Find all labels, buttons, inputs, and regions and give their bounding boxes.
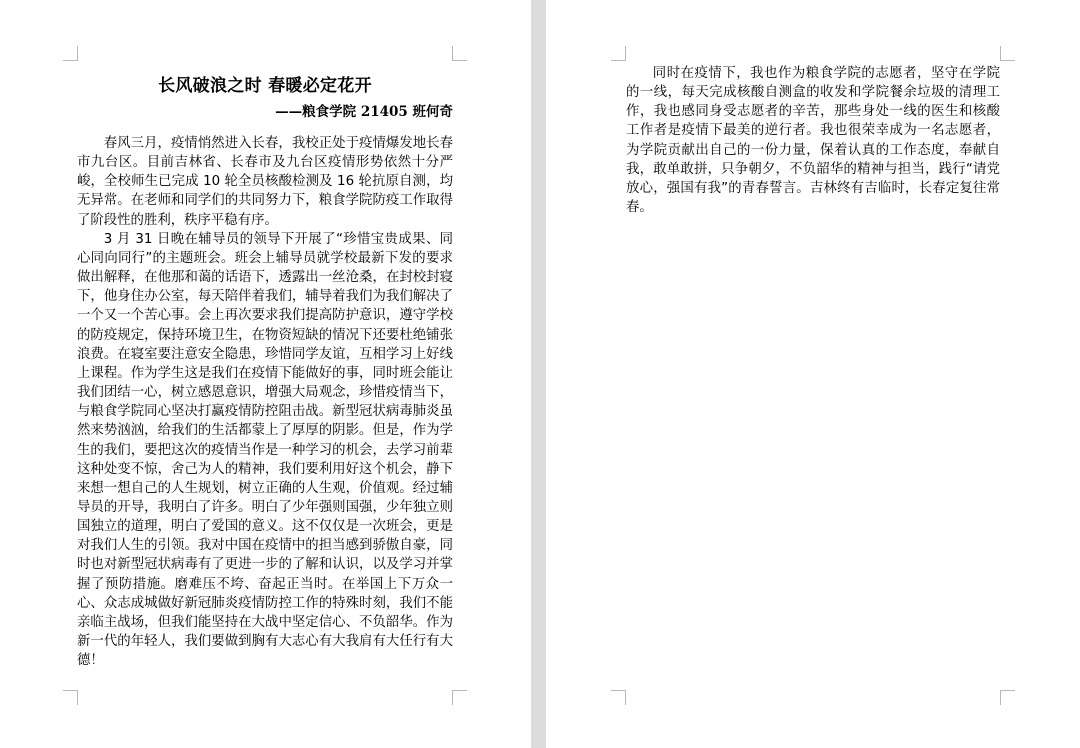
crop-mark-bottom-left <box>63 690 78 705</box>
document-author: ——粮食学院 21405 班何奇 <box>275 104 453 120</box>
page-2-body <box>626 64 1000 217</box>
paragraph-2: 3 月 31 日晚在辅导员的领导下开展了“珍惜宝贵成果、同心同向同行”的主题班会。班会上辅导员就学校最新下发的要求做出解释，在他那和蔼的话语下，透露出一丝沧桑，在封校封寝下，他身住办公室，每天陪伴着我们，辅导着我们为我们解决了一个又一个苦心事。会上再次要求我们提高防护意识，遵守学校的防疫规定，保持环境卫生，在物资短缺的情况下还要杜绝铺张浪费。在寝室要注意安全隐患，珍惜同学友谊，互相学习上好线上课程。作为学生这是我们在疫情下能做好的事，同时班会能让我们团结一心，树立感恩意识，增强大局观念，珍惜疫情当下，与粮食学院同心坚决打赢疫情防控阻击战。新型冠状病毒肺炎虽然来势汹汹，给我们的生活都蒙上了厚厚的阴影。但是，作为学生的我们，要把这次的疫情当作是一种学习的机会，去学习前辈这种处变不惊，舍己为人的精神，我们要利用好这个机会，静下来想一想自己的人生规划，树立正确的人生观，价值观。经过辅导员的开导，我明白了许多。明白了少年强则国强，少年独立则国独立的道理，明白了爱国的意义。这不仅仅是一次班会，更是对我们人生的引领。我对中国在疫情中的担当感到骄傲自豪，同时也对新型冠状病毒有了更进一步的了解和认识，以及学习并掌握了预防措施。磨难压不垮、奋起正当时。在举国上下万众一心、众志成城做好新冠肺炎疫情防控工作的特殊时刻，我们不能亲临主战场，但我们能坚持在大战中坚定信心、不负韶华。作为新一代的年轻人，我们要做到胸有大志心有大我肩有大任行有大德！ <box>77 231 453 669</box>
document-page-1 <box>0 0 531 748</box>
crop-mark-top-right <box>452 46 467 61</box>
document-title: 长风破浪之时 春暖必定花开 <box>158 76 372 96</box>
crop-mark-bottom-right <box>452 690 467 705</box>
paragraph-1: 春风三月，疫情悄然进入长春，我校正处于疫情爆发地长春市九台区。目前吉林省、长春市及九台区疫情形势依然十分严峻，全校师生已完成 10 轮全员核酸检测及 16 轮抗原自测，均无异常。在老师和同学们的共同努力下，粮食学院防疫工作取得了阶段性的胜利，秩序平稳有序。 <box>77 136 453 228</box>
page-1-body <box>77 72 453 670</box>
crop-mark-bottom-left <box>611 690 626 705</box>
crop-mark-bottom-right <box>1000 690 1015 705</box>
crop-mark-top-left <box>63 46 78 61</box>
crop-mark-top-left <box>611 46 626 61</box>
document-page-2 <box>546 0 1080 748</box>
crop-mark-top-right <box>1000 46 1015 61</box>
page-gutter <box>531 0 546 748</box>
paragraph-3: 同时在疫情下，我也作为粮食学院的志愿者，坚守在学院的一线，每天完成核酸自测盒的收发和学院餐余垃圾的清理工作，我也感同身受志愿者的辛苦，那些身处一线的医生和核酸工作者是疫情下最美的逆行者。我也很荣幸成为一名志愿者，为学院贡献出自己的一份力量，保着认真的工作态度，奉献自我，敢单敢拼，只争朝夕，不负韶华的精神与担当，践行“请党放心，强国有我”的青春誓言。吉林终有吉临时，长春定复往常春。 <box>626 66 1000 216</box>
